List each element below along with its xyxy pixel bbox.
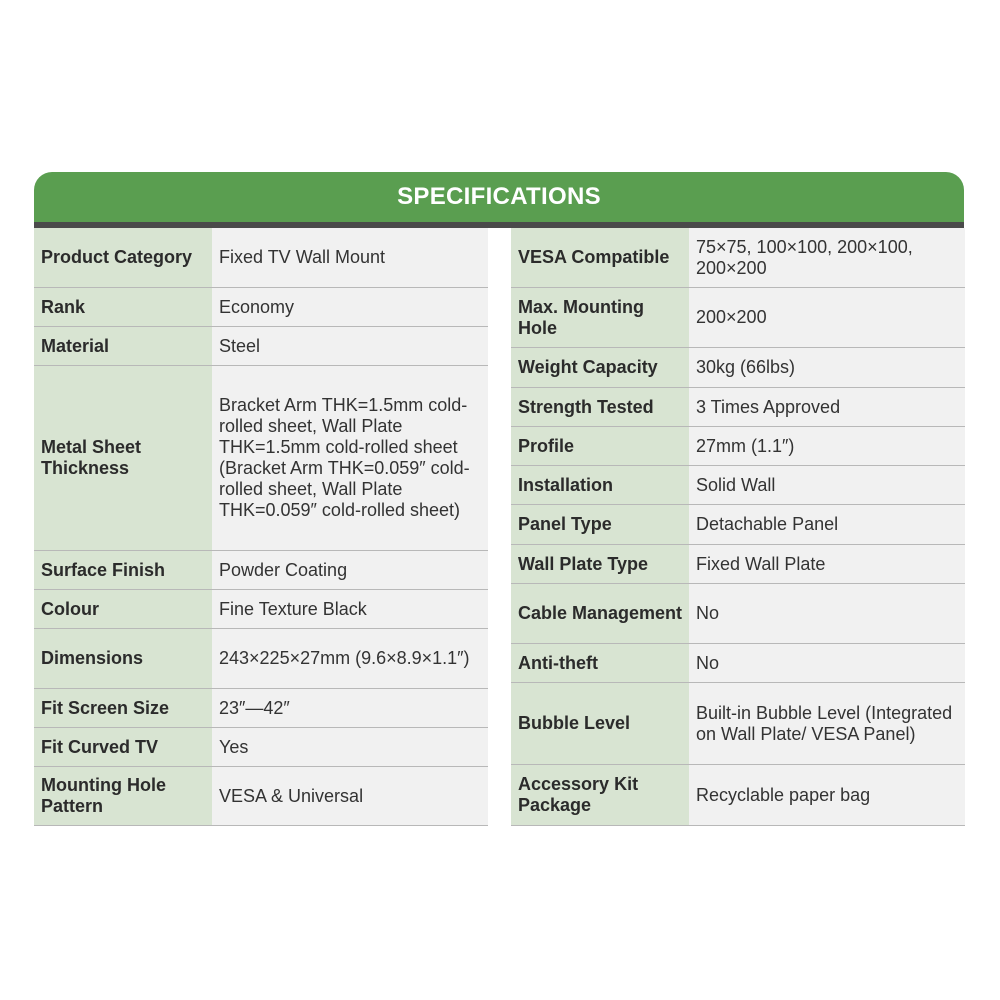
- spec-label: Rank: [34, 288, 212, 326]
- spec-label: Bubble Level: [511, 683, 689, 764]
- spec-value: VESA & Universal: [212, 767, 488, 825]
- spec-row-weight-capacity: [511, 348, 965, 388]
- spec-row-installation: [511, 466, 965, 505]
- spec-row-rank: [34, 288, 488, 327]
- spec-value: No: [689, 644, 965, 682]
- spec-table-left: [34, 228, 488, 826]
- spec-value: Detachable Panel: [689, 505, 965, 544]
- spec-row-metal-sheet-thickness: [34, 366, 488, 551]
- spec-row-material: [34, 327, 488, 366]
- spec-label: Weight Capacity: [511, 348, 689, 387]
- spec-label: Anti-theft: [511, 644, 689, 682]
- spec-row-wall-plate-type: [511, 545, 965, 584]
- spec-label: Cable Management: [511, 584, 689, 643]
- spec-label: Colour: [34, 590, 212, 628]
- spec-label: Fit Screen Size: [34, 689, 212, 727]
- spec-row-bubble-level: [511, 683, 965, 765]
- spec-value: Built-in Bubble Level (Integrated on Wall Plate/ VESA Panel): [689, 683, 965, 764]
- spec-value: Fine Texture Black: [212, 590, 488, 628]
- spec-row-cable-management: [511, 584, 965, 644]
- spec-label: Strength Tested: [511, 388, 689, 426]
- spec-value: 27mm (1.1″): [689, 427, 965, 465]
- spec-value: Bracket Arm THK=1.5mm cold-rolled sheet, Wall Plate THK=1.5mm cold-rolled sheet (Bracket Arm THK=0.059″ cold-rolled sheet, Wall Plate THK=0.059″ cold-rolled sheet): [212, 366, 488, 550]
- spec-row-strength-tested: [511, 388, 965, 427]
- spec-row-max-mounting-hole: [511, 288, 965, 348]
- spec-value: Yes: [212, 728, 488, 766]
- spec-value: 75×75, 100×100, 200×100, 200×200: [689, 228, 965, 287]
- spec-row-product-category: [34, 228, 488, 288]
- spec-row-profile: [511, 427, 965, 466]
- spec-label: Dimensions: [34, 629, 212, 688]
- specifications-header: [34, 172, 964, 222]
- spec-label: Max. Mounting Hole: [511, 288, 689, 347]
- spec-label: Panel Type: [511, 505, 689, 544]
- spec-label: Mounting Hole Pattern: [34, 767, 212, 825]
- spec-table-right: [511, 228, 965, 826]
- spec-label: Fit Curved TV: [34, 728, 212, 766]
- spec-row-surface-finish: [34, 551, 488, 590]
- spec-row-accessory-kit-package: [511, 765, 965, 826]
- spec-value: 23″—42″: [212, 689, 488, 727]
- spec-value: Solid Wall: [689, 466, 965, 504]
- spec-label: Surface Finish: [34, 551, 212, 589]
- spec-value: 3 Times Approved: [689, 388, 965, 426]
- spec-label: Accessory Kit Package: [511, 765, 689, 825]
- spec-value: Powder Coating: [212, 551, 488, 589]
- spec-value: No: [689, 584, 965, 643]
- spec-row-fit-curved-tv: [34, 728, 488, 767]
- spec-value: Steel: [212, 327, 488, 365]
- spec-label: Material: [34, 327, 212, 365]
- spec-row-fit-screen-size: [34, 689, 488, 728]
- spec-label: Metal Sheet Thickness: [34, 366, 212, 550]
- spec-label: Product Category: [34, 228, 212, 287]
- spec-value: 200×200: [689, 288, 965, 347]
- spec-value: Fixed TV Wall Mount: [212, 228, 488, 287]
- spec-label: Installation: [511, 466, 689, 504]
- spec-label: Profile: [511, 427, 689, 465]
- spec-row-mounting-hole-pattern: [34, 767, 488, 826]
- spec-value: Fixed Wall Plate: [689, 545, 965, 583]
- spec-label: Wall Plate Type: [511, 545, 689, 583]
- page-title: SPECIFICATIONS: [397, 183, 601, 210]
- spec-row-panel-type: [511, 505, 965, 545]
- spec-row-vesa-compatible: [511, 228, 965, 288]
- spec-value: Recyclable paper bag: [689, 765, 965, 825]
- spec-row-colour: [34, 590, 488, 629]
- spec-value: Economy: [212, 288, 488, 326]
- spec-row-anti-theft: [511, 644, 965, 683]
- spec-value: 243×225×27mm (9.6×8.9×1.1″): [212, 629, 488, 688]
- spec-label: VESA Compatible: [511, 228, 689, 287]
- spec-value: 30kg (66lbs): [689, 348, 965, 387]
- spec-row-dimensions: [34, 629, 488, 689]
